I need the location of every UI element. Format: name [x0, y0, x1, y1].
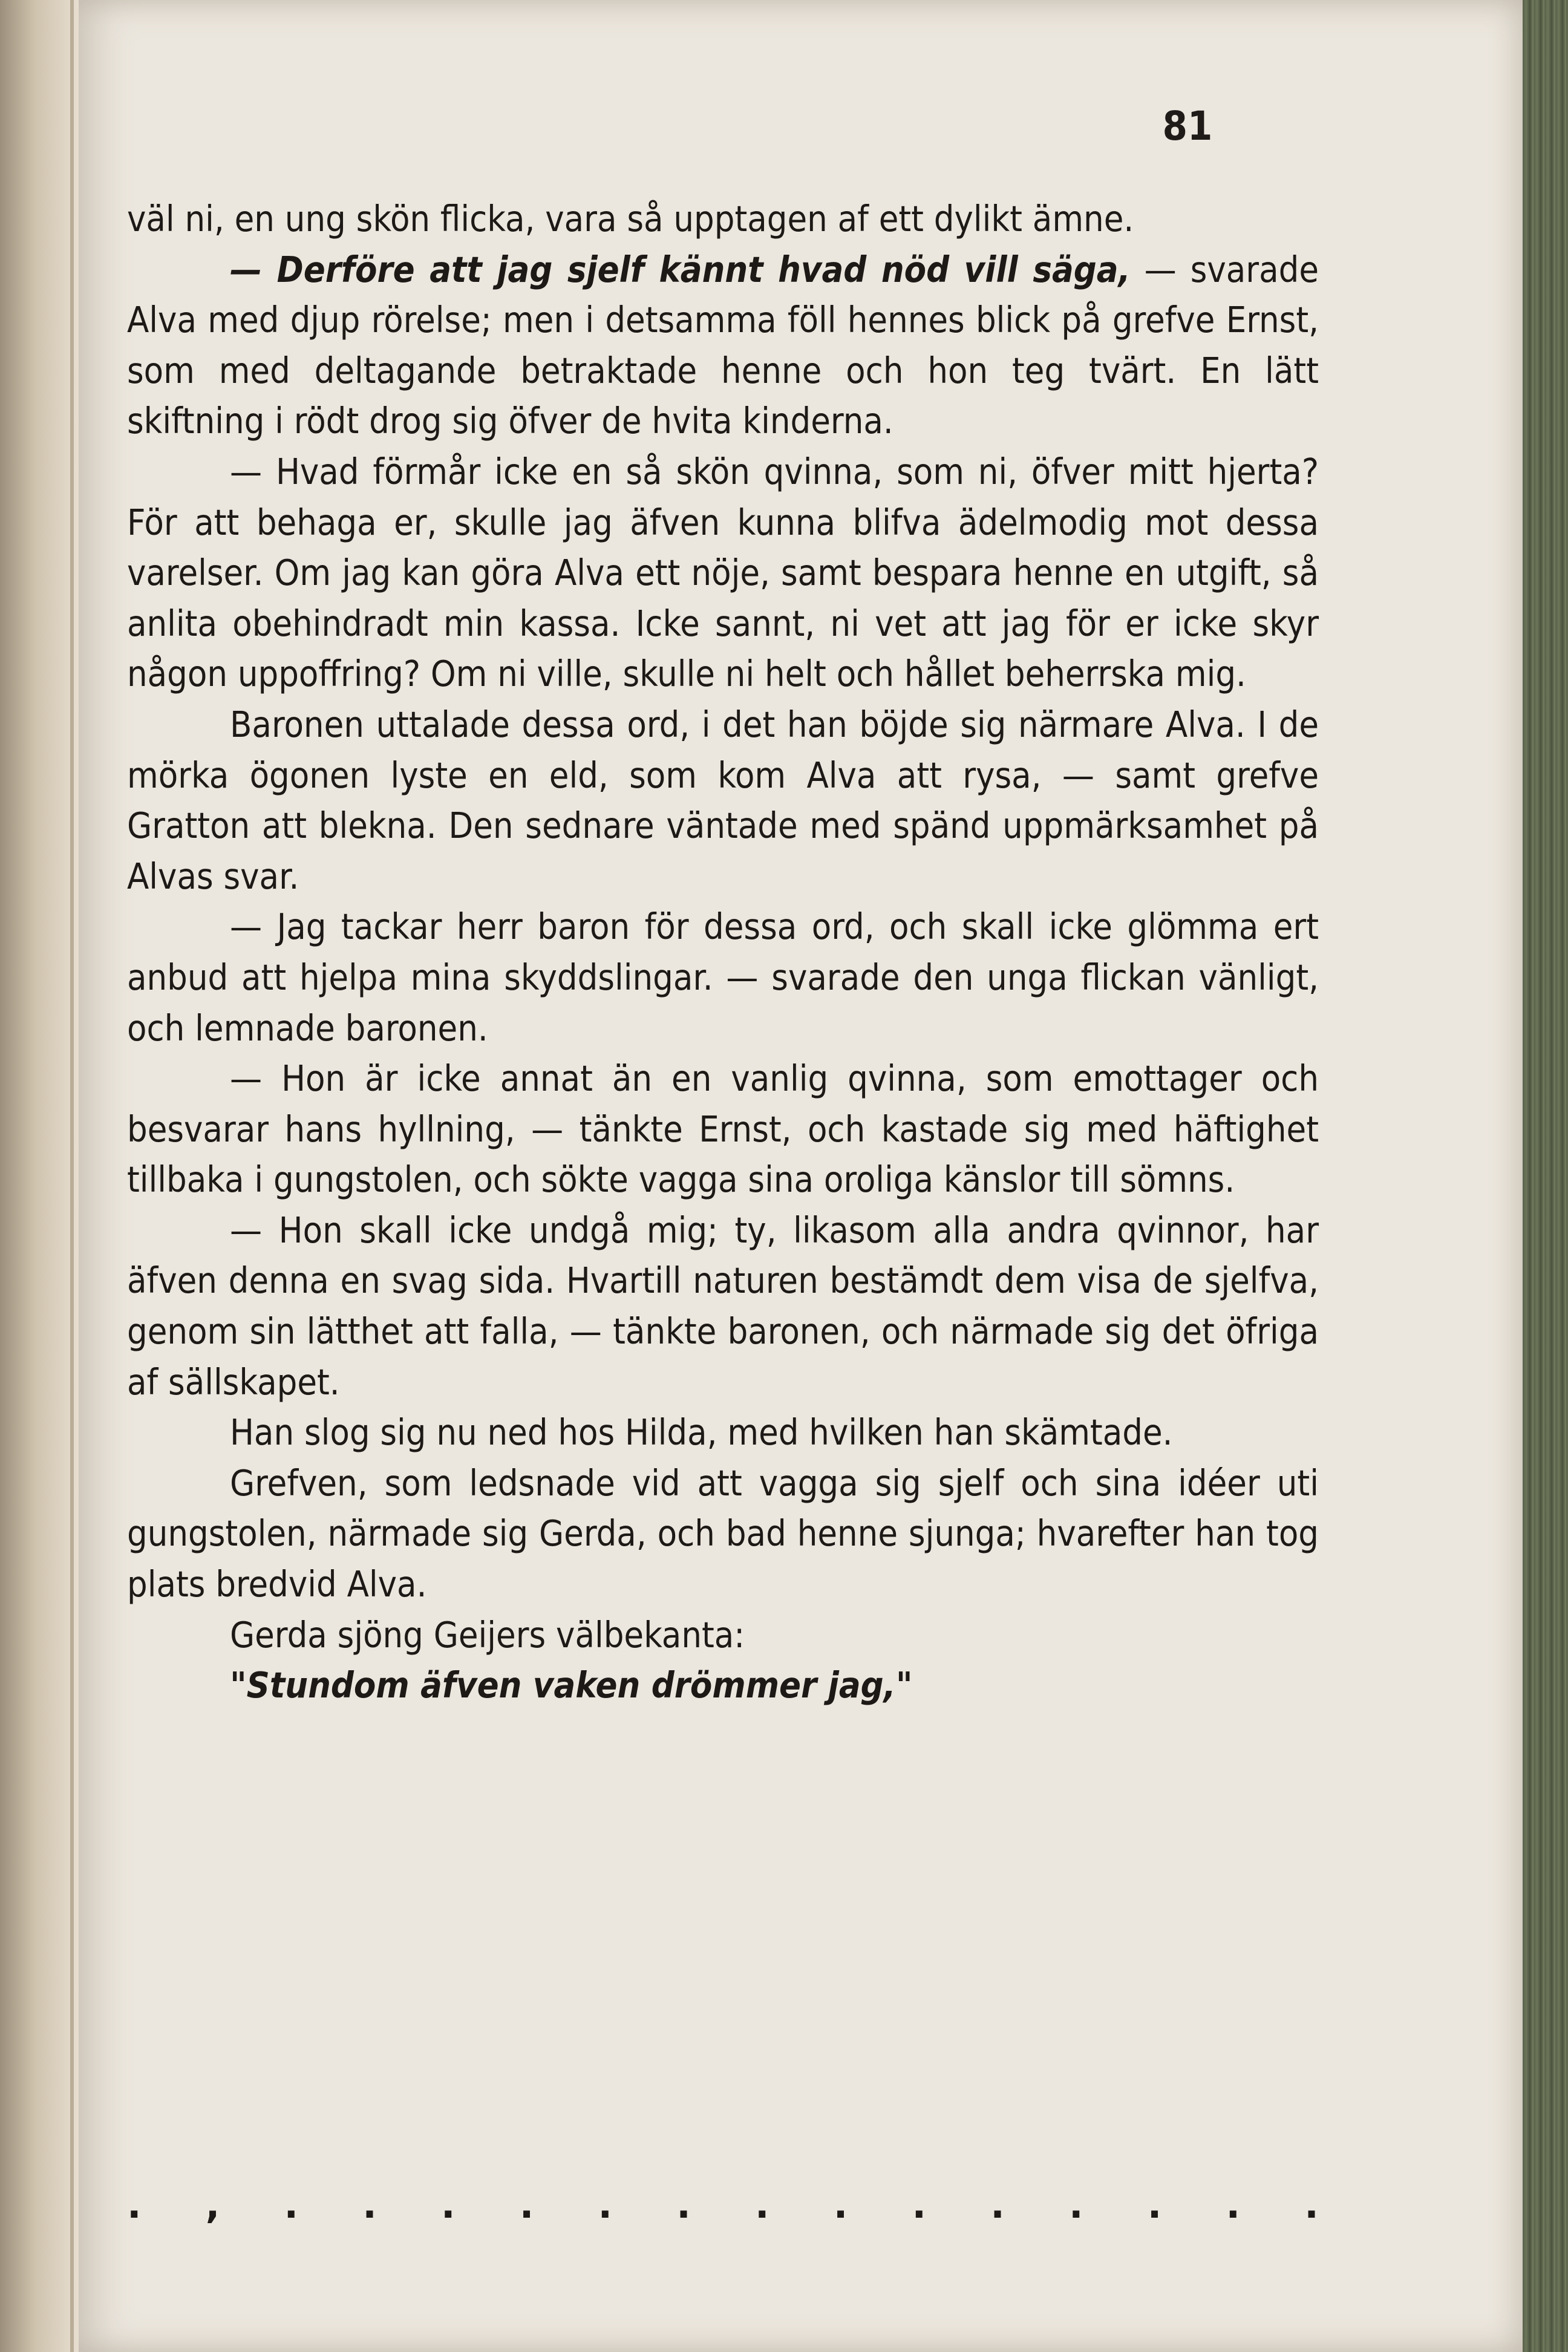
ellipsis-dot: .	[519, 2183, 534, 2227]
paragraph-10	[127, 1610, 1319, 1661]
ellipsis-dot: .	[833, 2183, 848, 2227]
ellipsis-dot: .	[755, 2183, 769, 2227]
paragraph-9-text: Grefven, som ledsnade vid att vagga sig sjelf och sina idéer uti gungstolen, närmade sig Gerda, och bad henne sjunga; hvarefter han tog plats bredvid Alva.	[127, 1462, 1319, 1606]
ellipsis-dots-row	[127, 2183, 1319, 2227]
paragraph-7	[127, 1205, 1319, 1407]
paragraph-10-text: Gerda sjöng Geijers välbekanta:	[230, 1613, 745, 1656]
ellipsis-dot: .	[441, 2183, 456, 2227]
book-gutter	[0, 0, 79, 2352]
paragraph-2	[127, 244, 1319, 446]
ellipsis-dot: .	[127, 2183, 142, 2227]
ellipsis-dot: .	[284, 2183, 299, 2227]
ellipsis-dot: .	[598, 2183, 613, 2227]
paragraph-2-italic: — Derföre att jag sjelf kännt hvad nöd vill säga,	[230, 248, 1131, 290]
paragraph-8	[127, 1407, 1319, 1458]
ellipsis-dot: .	[990, 2183, 1005, 2227]
ellipsis-dot: .	[1304, 2183, 1319, 2227]
paragraph-6	[127, 1053, 1319, 1205]
paragraph-11	[127, 1660, 1319, 1711]
paragraph-3	[127, 446, 1319, 699]
paragraph-9	[127, 1458, 1319, 1610]
ellipsis-dot: .	[912, 2183, 927, 2227]
book-spine-edge	[1523, 0, 1568, 2352]
paragraph-1	[127, 194, 1319, 244]
ellipsis-dot: ,	[205, 2183, 220, 2227]
ellipsis-dot: .	[362, 2183, 377, 2227]
paragraph-1-text: väl ni, en ung skön flicka, vara så upptagen af ett dylikt ämne.	[127, 198, 1134, 240]
paragraph-3-text: — Hvad förmår icke en så skön qvinna, som ni, öfver mitt hjerta? För att behaga er, skulle jag äfven kunna blifva ädelmodig mot dessa varelser. Om jag kan göra Alva ett nöje, samt bespara henne en utgift, så anlita obehindradt min kassa. Icke sannt, ni vet att jag för er icke skyr någon uppoffring? Om ni ville, skulle ni helt och hållet beherrska mig.	[127, 450, 1319, 695]
paragraph-7-text: — Hon skall icke undgå mig; ty, likasom alla andra qvinnor, har äfven denna en svag sida. Hvartill naturen bestämdt dem visa de sjelfva, genom sin lätthet att falla, — tänkte baronen, och närmade sig det öfriga af sällskapet.	[127, 1209, 1319, 1403]
paragraph-4	[127, 699, 1319, 901]
paragraph-5-text: — Jag tackar herr baron för dessa ord, och skall icke glömma ert anbud att hjelpa mina skyddslingar. — svarade den unga flickan vänligt, och lemnade baronen.	[127, 906, 1319, 1049]
paragraph-5	[127, 901, 1319, 1053]
page-number: 81	[1162, 103, 1213, 149]
ellipsis-dot: .	[1226, 2183, 1241, 2227]
body-text	[127, 194, 1319, 1711]
paragraph-8-text: Han slog sig nu ned hos Hilda, med hvilken han skämtade.	[230, 1411, 1173, 1454]
paragraph-11-italic: "Stundom äfven vaken drömmer jag,"	[230, 1664, 913, 1707]
ellipsis-dot: .	[676, 2183, 691, 2227]
paragraph-6-text: — Hon är icke annat än en vanlig qvinna, som emottager och besvarar hans hyllning, — tänkte Ernst, och kastade sig med häftighet tillbaka i gungstolen, och sökte vagga sina oroliga känslor till sömns.	[127, 1057, 1319, 1201]
paragraph-4-text: Baronen uttalade dessa ord, i det han böjde sig närmare Alva. I de mörka ögonen lyste en eld, som kom Alva att rysa, — samt grefve Gratton att blekna. Den sednare väntade med spänd uppmärksamhet på Alvas svar.	[127, 703, 1319, 897]
ellipsis-dot: .	[1069, 2183, 1083, 2227]
paragraph-2-text: — svarade Alva med djup rörelse; men i detsamma föll hennes blick på grefve Ernst, som med deltagande betraktade henne och hon teg tvärt. En lätt skiftning i rödt drog sig öfver de hvita kinderna.	[127, 248, 1319, 442]
ellipsis-dot: .	[1147, 2183, 1162, 2227]
